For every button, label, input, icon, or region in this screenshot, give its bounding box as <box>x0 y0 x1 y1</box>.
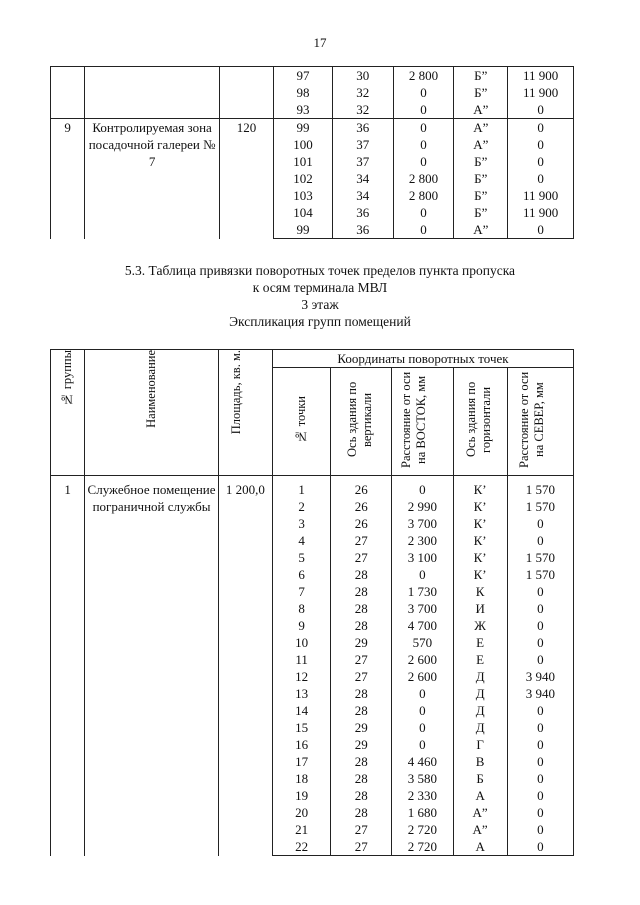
horizontal-axis: Б” <box>454 84 508 101</box>
table-row <box>51 476 574 499</box>
east-distance: 0 <box>393 101 454 119</box>
north-distance: 0 <box>507 719 573 736</box>
vertical-axis: 27 <box>331 549 392 566</box>
north-distance: 0 <box>507 770 573 787</box>
east-distance: 1 680 <box>392 804 453 821</box>
point-number: 18 <box>272 770 330 787</box>
north-distance: 1 570 <box>507 476 573 499</box>
point-number: 100 <box>274 136 333 153</box>
north-distance: 11 900 <box>508 204 574 221</box>
point-number: 10 <box>272 634 330 651</box>
vertical-axis: 32 <box>332 84 393 101</box>
north-distance: 11 900 <box>508 187 574 204</box>
horizontal-axis: Ж <box>453 617 507 634</box>
east-distance: 4 460 <box>392 753 453 770</box>
vertical-axis: 28 <box>331 804 392 821</box>
point-number: 3 <box>272 515 330 532</box>
north-distance: 1 570 <box>507 566 573 583</box>
group-number: 1 <box>51 476 85 856</box>
point-number: 4 <box>272 532 330 549</box>
north-distance: 0 <box>507 634 573 651</box>
east-distance: 570 <box>392 634 453 651</box>
east-distance: 0 <box>393 84 454 101</box>
header-area: Площадь, кв. м. <box>218 350 272 476</box>
point-number: 14 <box>272 702 330 719</box>
east-distance: 3 580 <box>392 770 453 787</box>
vertical-axis: 26 <box>331 515 392 532</box>
north-distance: 0 <box>508 153 574 170</box>
east-distance: 0 <box>393 204 454 221</box>
east-distance: 3 100 <box>392 549 453 566</box>
point-number: 99 <box>274 221 333 239</box>
group-area: 120 <box>220 119 274 239</box>
horizontal-axis: А” <box>453 804 507 821</box>
east-distance: 2 800 <box>393 187 454 204</box>
north-distance: 0 <box>507 702 573 719</box>
vertical-axis: 26 <box>331 476 392 499</box>
horizontal-axis: А <box>453 787 507 804</box>
north-distance: 0 <box>507 515 573 532</box>
group-name <box>85 67 220 119</box>
east-distance: 2 990 <box>392 498 453 515</box>
vertical-axis: 28 <box>331 600 392 617</box>
point-number: 15 <box>272 719 330 736</box>
east-distance: 0 <box>393 153 454 170</box>
point-number: 11 <box>272 651 330 668</box>
north-distance: 0 <box>507 838 573 856</box>
vertical-axis: 28 <box>331 685 392 702</box>
north-distance: 0 <box>507 804 573 821</box>
north-distance: 0 <box>508 170 574 187</box>
vertical-axis: 28 <box>331 566 392 583</box>
horizontal-axis: А” <box>454 119 508 137</box>
north-distance: 0 <box>508 101 574 119</box>
vertical-axis: 36 <box>332 204 393 221</box>
horizontal-axis: Д <box>453 702 507 719</box>
north-distance: 0 <box>507 787 573 804</box>
horizontal-axis: Б” <box>454 67 508 85</box>
east-distance: 0 <box>392 719 453 736</box>
north-distance: 3 940 <box>507 668 573 685</box>
east-distance: 0 <box>393 119 454 137</box>
point-number: 19 <box>272 787 330 804</box>
north-distance: 0 <box>508 221 574 239</box>
north-distance: 0 <box>507 821 573 838</box>
point-number: 17 <box>272 753 330 770</box>
vertical-axis: 27 <box>331 838 392 856</box>
continuation-table <box>50 66 574 239</box>
vertical-axis: 34 <box>332 170 393 187</box>
point-number: 21 <box>272 821 330 838</box>
point-number: 103 <box>274 187 333 204</box>
point-number: 22 <box>272 838 330 856</box>
header-vertical-axis: Ось здания по вертикали <box>331 368 392 476</box>
vertical-axis: 36 <box>332 119 393 137</box>
point-number: 104 <box>274 204 333 221</box>
point-number: 5 <box>272 549 330 566</box>
horizontal-axis: Б” <box>454 170 508 187</box>
point-number: 1 <box>272 476 330 499</box>
north-distance: 0 <box>508 136 574 153</box>
horizontal-axis: А” <box>454 221 508 239</box>
vertical-axis: 28 <box>331 583 392 600</box>
page-number: 17 <box>313 35 327 50</box>
header-east-distance: Расстояние от оси на ВОСТОК, мм <box>392 368 453 476</box>
east-distance: 0 <box>392 702 453 719</box>
east-distance: 2 720 <box>392 838 453 856</box>
point-number: 12 <box>272 668 330 685</box>
header-coordinates: Координаты поворотных точек <box>272 350 573 368</box>
east-distance: 0 <box>392 685 453 702</box>
horizontal-axis: А <box>453 838 507 856</box>
horizontal-axis: Д <box>453 719 507 736</box>
section-title: 5.3. Таблица привязки поворотных точек пределов пункта пропуска <box>124 263 516 278</box>
horizontal-axis: Б <box>453 770 507 787</box>
section-subtitle: к осям терминала МВЛ <box>252 280 388 295</box>
vertical-axis: 32 <box>332 101 393 119</box>
point-number: 8 <box>272 600 330 617</box>
group-name: Служебное помещение пограничной службы <box>85 476 219 856</box>
explication-label: Экспликация групп помещений <box>229 314 411 329</box>
north-distance: 0 <box>507 532 573 549</box>
table-row <box>51 119 574 137</box>
horizontal-axis: К’ <box>453 515 507 532</box>
east-distance: 3 700 <box>392 515 453 532</box>
north-distance: 0 <box>507 617 573 634</box>
north-distance: 11 900 <box>508 67 574 85</box>
north-distance: 1 570 <box>507 549 573 566</box>
vertical-axis: 28 <box>331 702 392 719</box>
table-row <box>51 67 574 85</box>
horizontal-axis: К’ <box>453 566 507 583</box>
east-distance: 0 <box>392 476 453 499</box>
horizontal-axis: К’ <box>453 549 507 566</box>
vertical-axis: 28 <box>331 787 392 804</box>
point-number: 6 <box>272 566 330 583</box>
point-number: 98 <box>274 84 333 101</box>
horizontal-axis: А” <box>454 136 508 153</box>
horizontal-axis: Д <box>453 668 507 685</box>
horizontal-axis: К’ <box>453 532 507 549</box>
horizontal-axis: А” <box>453 821 507 838</box>
header-north-distance: Расстояние от оси на СЕВЕР, мм <box>507 368 573 476</box>
vertical-axis: 28 <box>331 617 392 634</box>
north-distance: 0 <box>508 119 574 137</box>
east-distance: 2 330 <box>392 787 453 804</box>
east-distance: 2 600 <box>392 668 453 685</box>
north-distance: 0 <box>507 753 573 770</box>
vertical-axis: 37 <box>332 136 393 153</box>
horizontal-axis: Д <box>453 685 507 702</box>
vertical-axis: 27 <box>331 532 392 549</box>
east-distance: 2 800 <box>393 67 454 85</box>
main-table <box>50 349 574 856</box>
group-area: 1 200,0 <box>218 476 272 856</box>
vertical-axis: 27 <box>331 651 392 668</box>
north-distance: 11 900 <box>508 84 574 101</box>
horizontal-axis: К’ <box>453 498 507 515</box>
point-number: 93 <box>274 101 333 119</box>
vertical-axis: 29 <box>331 634 392 651</box>
vertical-axis: 34 <box>332 187 393 204</box>
east-distance: 0 <box>393 221 454 239</box>
north-distance: 1 570 <box>507 498 573 515</box>
header-group-no: № группы <box>51 350 85 476</box>
vertical-axis: 29 <box>331 736 392 753</box>
east-distance: 4 700 <box>392 617 453 634</box>
header-name: Наименование <box>85 350 219 476</box>
east-distance: 0 <box>392 736 453 753</box>
floor-label: 3 этаж <box>301 297 339 312</box>
point-number: 16 <box>272 736 330 753</box>
horizontal-axis: Е <box>453 634 507 651</box>
east-distance: 2 600 <box>392 651 453 668</box>
horizontal-axis: А” <box>454 101 508 119</box>
horizontal-axis: Б” <box>454 187 508 204</box>
point-number: 101 <box>274 153 333 170</box>
point-number: 97 <box>274 67 333 85</box>
group-name: Контролируемая зона посадочной галереи № 7 <box>85 119 220 239</box>
point-number: 20 <box>272 804 330 821</box>
point-number: 99 <box>274 119 333 137</box>
point-number: 9 <box>272 617 330 634</box>
horizontal-axis: Б” <box>454 153 508 170</box>
vertical-axis: 27 <box>331 668 392 685</box>
vertical-axis: 37 <box>332 153 393 170</box>
north-distance: 0 <box>507 651 573 668</box>
point-number: 102 <box>274 170 333 187</box>
vertical-axis: 26 <box>331 498 392 515</box>
point-number: 2 <box>272 498 330 515</box>
header-horizontal-axis: Ось здания по горизонтали <box>453 368 507 476</box>
point-number: 7 <box>272 583 330 600</box>
horizontal-axis: И <box>453 600 507 617</box>
north-distance: 0 <box>507 583 573 600</box>
north-distance: 0 <box>507 736 573 753</box>
section-heading <box>60 262 580 330</box>
point-number: 13 <box>272 685 330 702</box>
vertical-axis: 28 <box>331 770 392 787</box>
east-distance: 2 300 <box>392 532 453 549</box>
horizontal-axis: В <box>453 753 507 770</box>
north-distance: 3 940 <box>507 685 573 702</box>
horizontal-axis: К’ <box>453 476 507 499</box>
vertical-axis: 27 <box>331 821 392 838</box>
horizontal-axis: Е <box>453 651 507 668</box>
group-number: 9 <box>51 119 85 239</box>
horizontal-axis: Г <box>453 736 507 753</box>
east-distance: 0 <box>393 136 454 153</box>
east-distance: 1 730 <box>392 583 453 600</box>
header-point-no: № точки <box>272 368 330 476</box>
vertical-axis: 29 <box>331 719 392 736</box>
group-area <box>220 67 274 119</box>
east-distance: 2 720 <box>392 821 453 838</box>
vertical-axis: 30 <box>332 67 393 85</box>
east-distance: 0 <box>392 566 453 583</box>
horizontal-axis: Б” <box>454 204 508 221</box>
east-distance: 2 800 <box>393 170 454 187</box>
vertical-axis: 28 <box>331 753 392 770</box>
horizontal-axis: К <box>453 583 507 600</box>
east-distance: 3 700 <box>392 600 453 617</box>
north-distance: 0 <box>507 600 573 617</box>
vertical-axis: 36 <box>332 221 393 239</box>
group-number <box>51 67 85 119</box>
